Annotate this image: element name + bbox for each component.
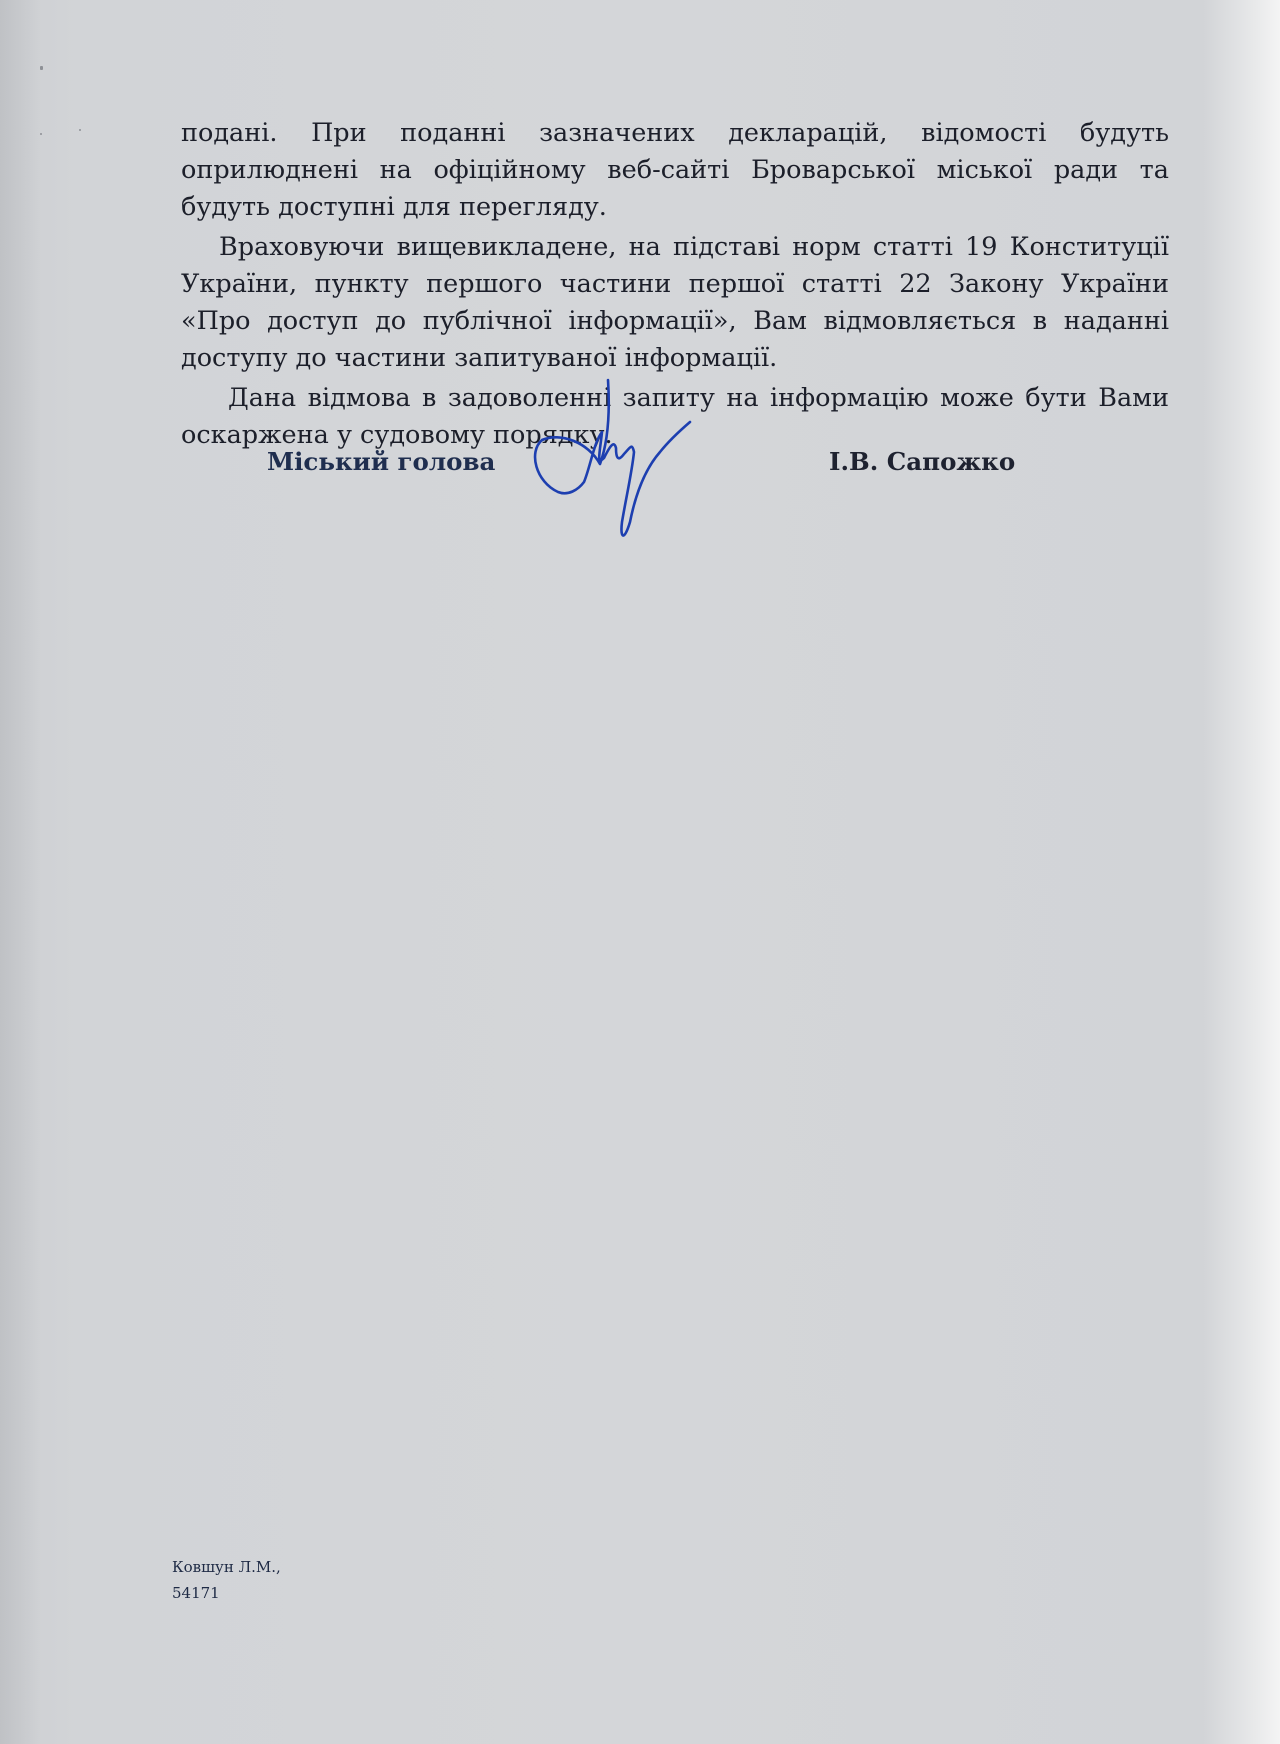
- paragraph-legal-basis: Враховуючи вищевикладене, на підставі норм статті 19 Конституції України, пункту першого частини першої статті 22 Закону України «Про доступ до публічної інформації», Вам відмовляється в наданні доступу до частини запитуваної інформації.: [181, 232, 1169, 373]
- paragraph-declarations: подані. При поданні зазначених декларацій, відомості будуть оприлюднені на офіційному веб-сайті Броварської міської ради та будуть доступні для перегляду.: [181, 118, 1169, 222]
- scan-speck: [40, 133, 42, 135]
- executor-info: [172, 1554, 281, 1606]
- executor-name: Ковшун Л.М.,: [172, 1558, 281, 1576]
- signatory-position: Міський голова: [267, 447, 496, 476]
- executor-phone: 54171: [172, 1584, 220, 1602]
- signatory-name: І.В. Сапожко: [829, 447, 1016, 476]
- signature-stroke: [535, 380, 690, 536]
- paragraph-appeal-notice: Дана відмова в задоволенні запиту на інформацію може бути Вами оскаржена у судовому порядку.: [181, 383, 1169, 450]
- scan-speck: [40, 66, 43, 70]
- handwritten-signature: [530, 372, 710, 572]
- scan-shadow-edge: [0, 0, 40, 1744]
- scan-speck: [79, 129, 81, 131]
